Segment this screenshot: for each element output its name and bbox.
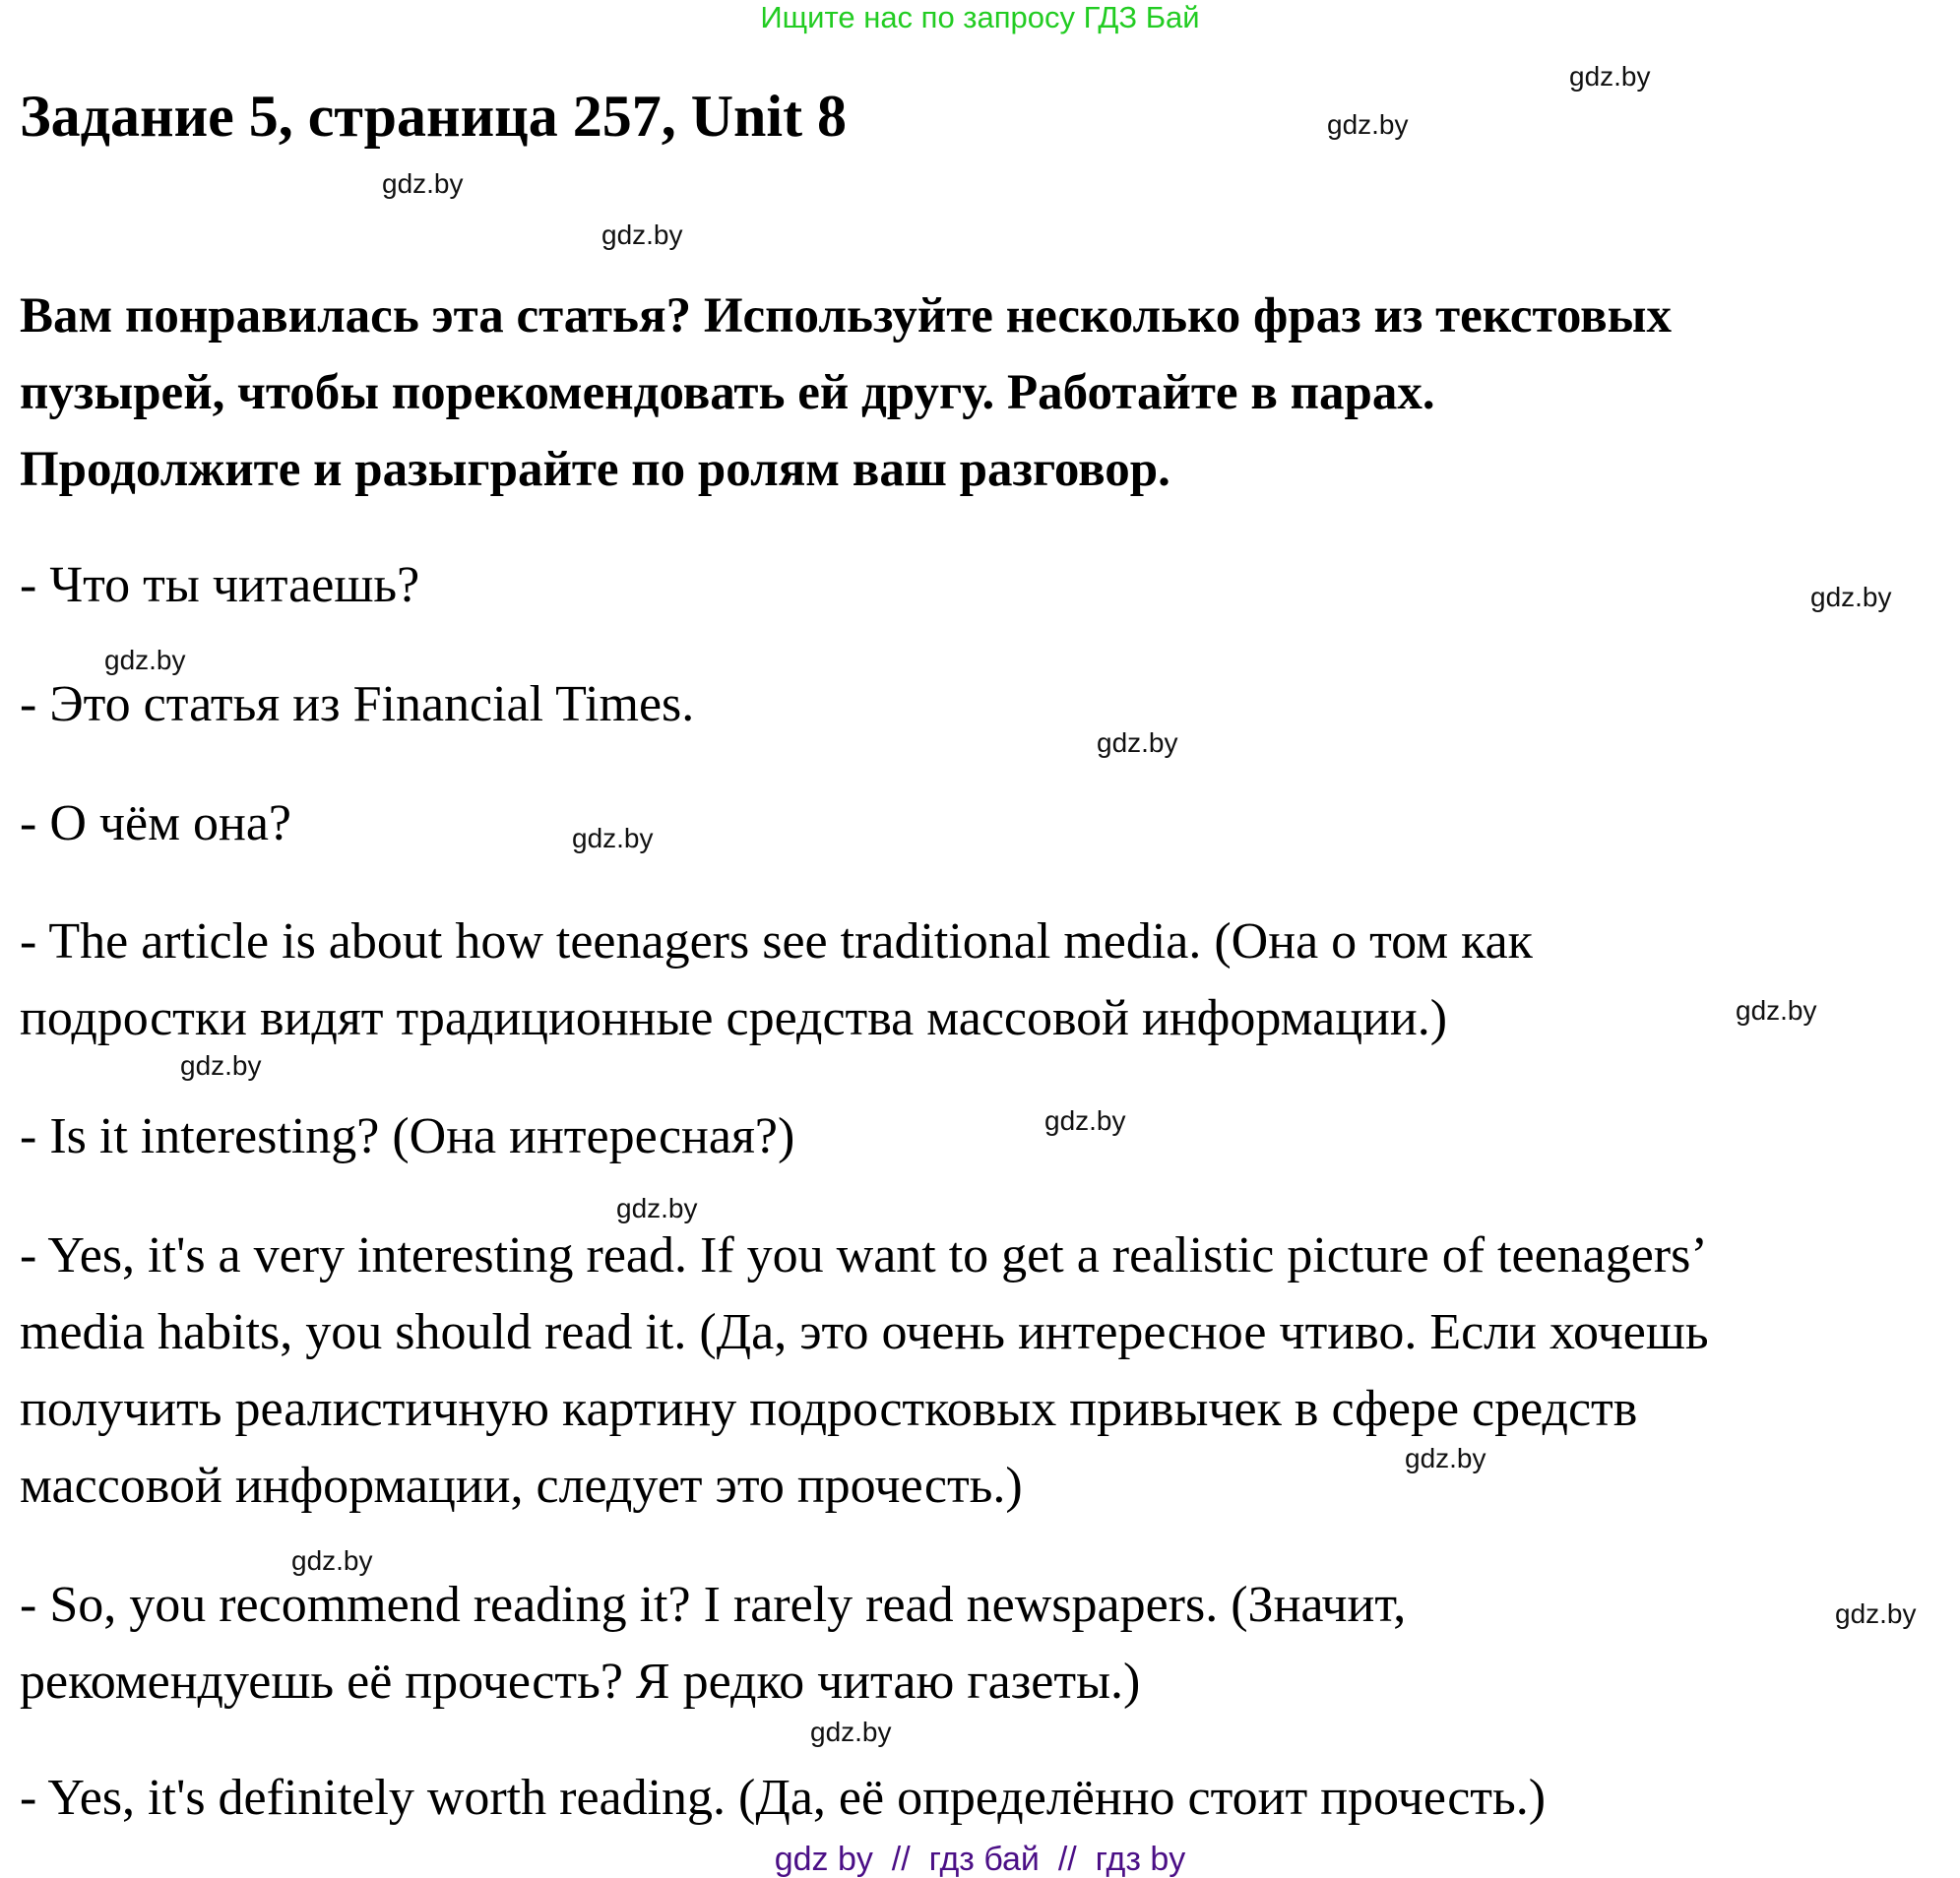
dialog-line: - Это статья из Financial Times. [20, 676, 695, 732]
watermark: gdz.by [616, 1193, 698, 1223]
dialog-line: - Что ты читаешь? [20, 557, 420, 613]
watermark: gdz.by [1327, 109, 1409, 140]
page-title: Задание 5, страница 257, Unit 8 [20, 84, 848, 149]
watermark: gdz.by [104, 645, 186, 675]
watermark: gdz.by [180, 1050, 262, 1081]
dialog-line: - О чём она? [20, 795, 291, 851]
watermark: gdz.by [572, 823, 654, 853]
watermark: gdz.by [810, 1717, 892, 1747]
dialog-line: получить реалистичную картину подростковых привычек в сфере средств [20, 1381, 1638, 1437]
watermark: gdz.by [1569, 61, 1651, 92]
dialog-line: - Is it interesting? (Она интересная?) [20, 1108, 795, 1164]
watermark: gdz.by [1810, 582, 1892, 612]
dialog-line: рекомендуешь её прочесть? Я редко читаю газеты.) [20, 1654, 1141, 1710]
dialog-line: массовой информации, следует это прочесть.) [20, 1458, 1023, 1514]
dialog-line: - The article is about how teenagers see traditional media. (Она о том как [20, 913, 1533, 970]
watermark: gdz.by [1097, 727, 1178, 758]
watermark: gdz.by [291, 1545, 373, 1576]
watermark: gdz.by [601, 219, 683, 250]
promo-banner[interactable]: Ищите нас по запросу ГДЗ Бай [760, 0, 1200, 34]
dialog-line: - So, you recommend reading it? I rarely read newspapers. (Значит, [20, 1577, 1407, 1633]
watermark: gdz.by [1405, 1443, 1486, 1473]
dialog-line: - Yes, it's definitely worth reading. (Да, её определённо стоит прочесть.) [20, 1770, 1547, 1826]
dialog-line: подростки видят традиционные средства массовой информации.) [20, 990, 1448, 1046]
watermark: gdz.by [1736, 995, 1817, 1026]
watermark: gdz.by [1835, 1598, 1917, 1629]
dialog-line: media habits, you should read it. (Да, это очень интересное чтиво. Если хочешь [20, 1304, 1709, 1360]
instruction-line: Продолжите и разыграйте по ролям ваш разговор. [20, 442, 1170, 497]
watermark: gdz.by [382, 168, 464, 199]
footer-links[interactable]: gdz by // гдз бай // гдз by [774, 1841, 1186, 1878]
watermark: gdz.by [1044, 1105, 1126, 1136]
instruction-line: пузырей, чтобы порекомендовать ей другу. Работайте в парах. [20, 365, 1435, 420]
instruction-line: Вам понравилась эта статья? Используйте несколько фраз из текстовых [20, 288, 1672, 344]
dialog-line: - Yes, it's a very interesting read. If you want to get a realistic picture of teenagers’ [20, 1227, 1708, 1283]
